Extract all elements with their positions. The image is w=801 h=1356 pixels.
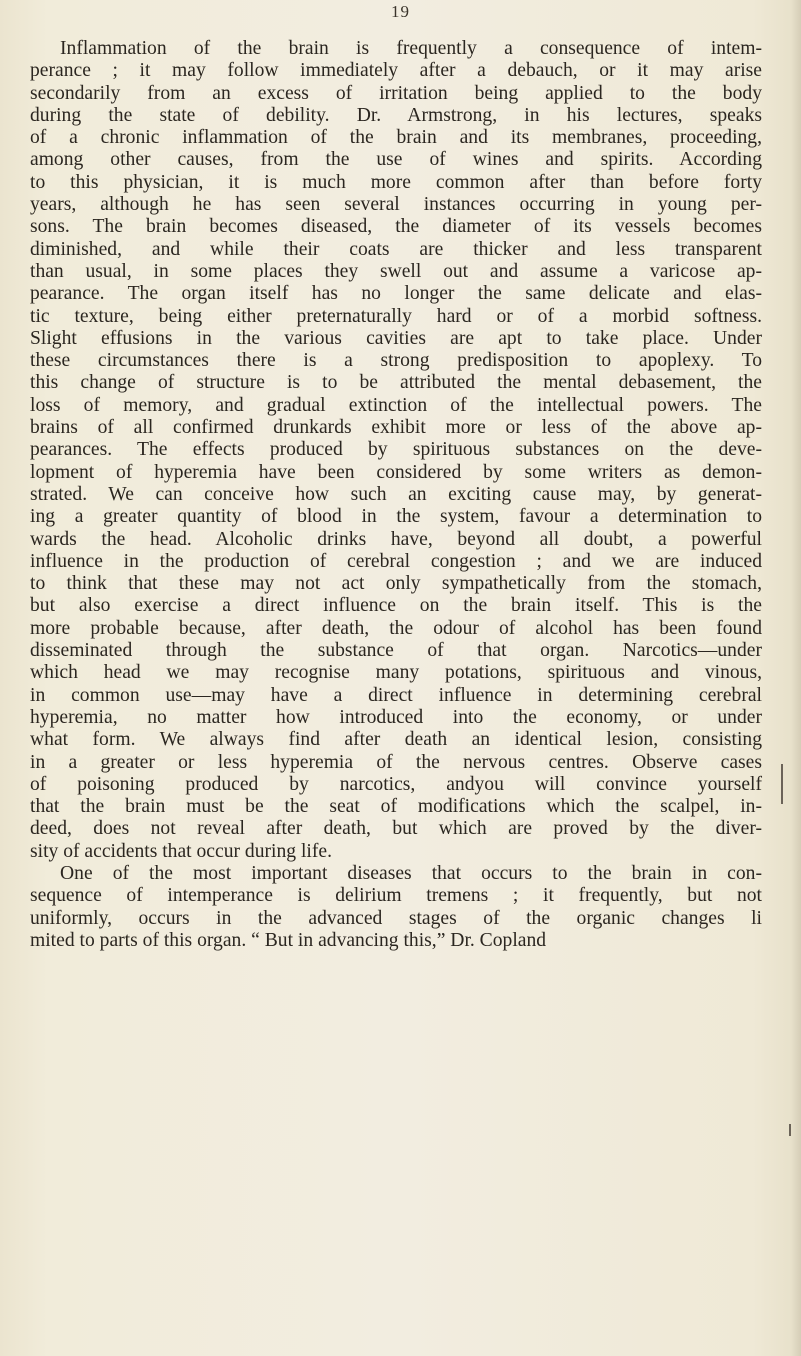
text-line: sity of accidents that occur during life. <box>30 840 332 862</box>
text-line: Slight effusions in the various cavities are apt to take place. Under <box>30 327 762 349</box>
text-line: tic texture, being either preternaturally hard or of a morbid softness. <box>30 305 762 327</box>
text-line: to think that these may not act only sympathetically from the stomach, <box>30 573 762 595</box>
text-line: to this physician, it is much more common after than before forty <box>30 171 762 193</box>
text-line: of poisoning produced by narcotics, andyou will convince yourself <box>30 773 762 795</box>
text-line: but also exercise a direct influence on the brain itself. This is the <box>30 595 762 617</box>
text-line: this change of structure is to be attributed the mental debasement, the <box>30 372 762 394</box>
text-line: among other causes, from the use of wines and spirits. According <box>30 149 762 171</box>
text-line: deed, does not reveal after death, but which are proved by the diver- <box>30 818 762 840</box>
text-line: that the brain must be the seat of modifications which the scalpel, in- <box>30 796 762 818</box>
text-line: these circumstances there is a strong predisposition to apoplexy. To <box>30 350 762 372</box>
text-line: lopment of hyperemia have been considered by some writers as demon- <box>30 461 762 483</box>
text-line: of a chronic inflammation of the brain and its membranes, proceeding, <box>30 127 762 149</box>
text-line: sons. The brain becomes diseased, the diameter of its vessels becomes <box>30 216 762 238</box>
paragraph <box>30 38 762 863</box>
text-line: wards the head. Alcoholic drinks have, beyond all doubt, a powerful <box>30 528 762 550</box>
text-line: pearance. The organ itself has no longer the same delicate and elas- <box>30 283 762 305</box>
page-number: 19 <box>391 2 410 21</box>
page-edge-shadow <box>791 0 801 1356</box>
text-line: hyperemia, no matter how introduced into the economy, or under <box>30 706 762 728</box>
text-line: sequence of intemperance is delirium tremens ; it frequently, but not <box>30 885 762 907</box>
text-line: mited to parts of this organ. “ But in advancing this,” Dr. Copland <box>30 929 547 951</box>
text-line: than usual, in some places they swell out and assume a varicose ap- <box>30 260 762 282</box>
text-line: which head we may recognise many potations, spirituous and vinous, <box>30 662 762 684</box>
text-line: One of the most important diseases that occurs to the brain in con- <box>60 862 762 884</box>
body-text <box>30 38 762 952</box>
text-line: secondarily from an excess of irritation being applied to the body <box>30 82 762 104</box>
text-line: loss of memory, and gradual extinction of the intellectual powers. The <box>30 394 762 416</box>
text-line: during the state of debility. Dr. Armstrong, in his lectures, speaks <box>30 104 762 126</box>
text-line: years, although he has seen several instances occurring in young per- <box>30 194 762 216</box>
margin-mark <box>781 764 783 804</box>
text-line: perance ; it may follow immediately after a debauch, or it may arise <box>30 60 762 82</box>
text-line: in a greater or less hyperemia of the nervous centres. Observe cases <box>30 751 762 773</box>
paragraph <box>30 863 762 952</box>
text-line: more probable because, after death, the odour of alcohol has been found <box>30 617 762 639</box>
text-line: ing a greater quantity of blood in the system, favour a determination to <box>30 506 762 528</box>
text-line: brains of all confirmed drunkards exhibit more or less of the above ap- <box>30 417 762 439</box>
text-line: strated. We can conceive how such an exciting cause may, by generat- <box>30 483 762 505</box>
text-line: Inflammation of the brain is frequently a consequence of intem- <box>60 38 762 59</box>
text-line: diminished, and while their coats are thicker and less transparent <box>30 238 762 260</box>
text-line: influence in the production of cerebral congestion ; and we are induced <box>30 550 762 572</box>
text-line: what form. We always find after death an identical lesion, consisting <box>30 729 762 751</box>
text-line: pearances. The effects produced by spirituous substances on the deve- <box>30 439 762 461</box>
text-line: uniformly, occurs in the advanced stages of the organic changes li <box>30 907 762 929</box>
text-line: in common use—may have a direct influence in determining cerebral <box>30 684 762 706</box>
text-line: disseminated through the substance of that organ. Narcotics—under <box>30 640 762 662</box>
